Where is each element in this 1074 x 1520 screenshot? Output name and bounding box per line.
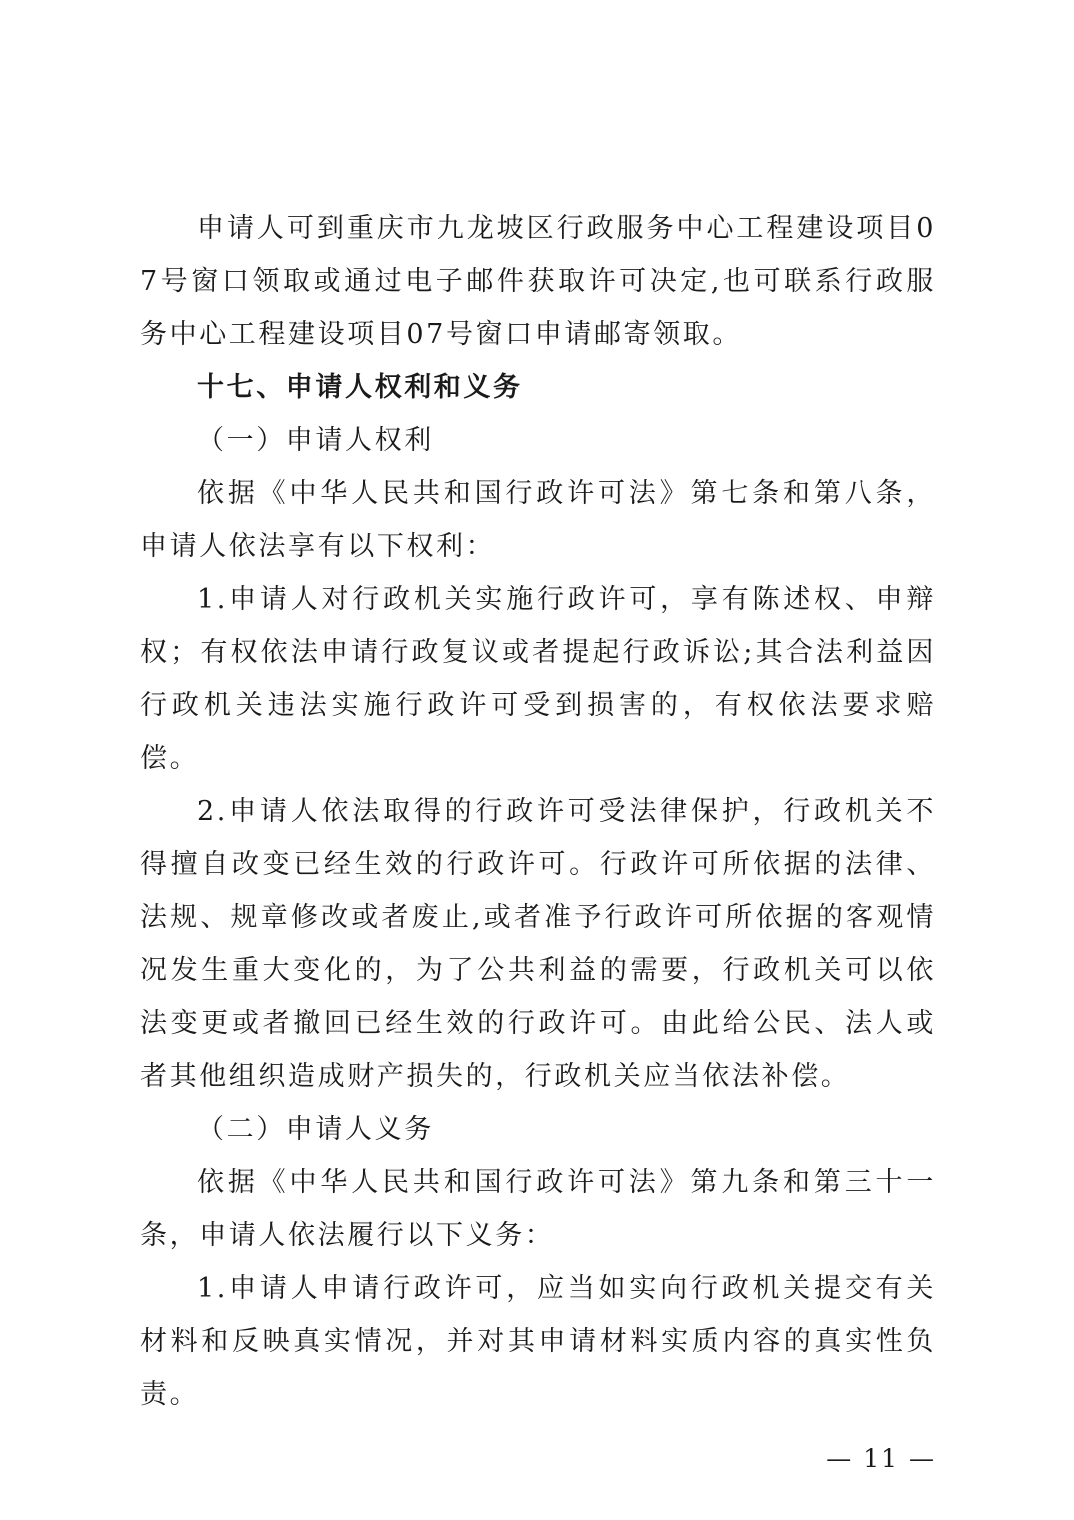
- subheading-applicant-obligations: （二）申请人义务: [197, 1114, 434, 1145]
- page-number: — 11 —: [826, 1444, 936, 1473]
- subheading-applicant-rights: （一）申请人权利: [197, 425, 434, 456]
- paragraph-rights-basis: 依据《中华人民共和国行政许可法》第七条和第八条，申请人依法享有以下权利：: [140, 478, 936, 562]
- paragraph-right-2: 2.申请人依法取得的行政许可受法律保护，行政机关不得擅自改变已经生效的行政许可。行政许可所依据的法律、法规、规章修改或者废止,或者准予行政许可所依据的客观情况发生重大变化的，为了公共利益的需要，行政机关可以依法变更或者撤回已经生效的行政许可。由此给公民、法人或者其他组织造成财产损失的，行政机关应当依法补偿。: [140, 796, 936, 1092]
- section-heading-rights-obligations: 十七、申请人权利和义务: [197, 372, 523, 403]
- paragraph-right-1: 1.申请人对行政机关实施行政许可，享有陈述权、申辩权；有权依法申请行政复议或者提起行政诉讼;其合法利益因行政机关违法实施行政许可受到损害的，有权依法要求赔偿。: [140, 584, 936, 774]
- paragraph-obligation-1: 1.申请人申请行政许可，应当如实向行政机关提交有关材料和反映真实情况，并对其申请材料实质内容的真实性负责。: [140, 1273, 936, 1410]
- document-body: [140, 202, 936, 1421]
- paragraph-obligations-basis: 依据《中华人民共和国行政许可法》第九条和第三十一条，申请人依法履行以下义务：: [140, 1167, 936, 1251]
- paragraph-pickup-info: 申请人可到重庆市九龙坡区行政服务中心工程建设项目07号窗口领取或通过电子邮件获取许可决定,也可联系行政服务中心工程建设项目07号窗口申请邮寄领取。: [140, 213, 936, 350]
